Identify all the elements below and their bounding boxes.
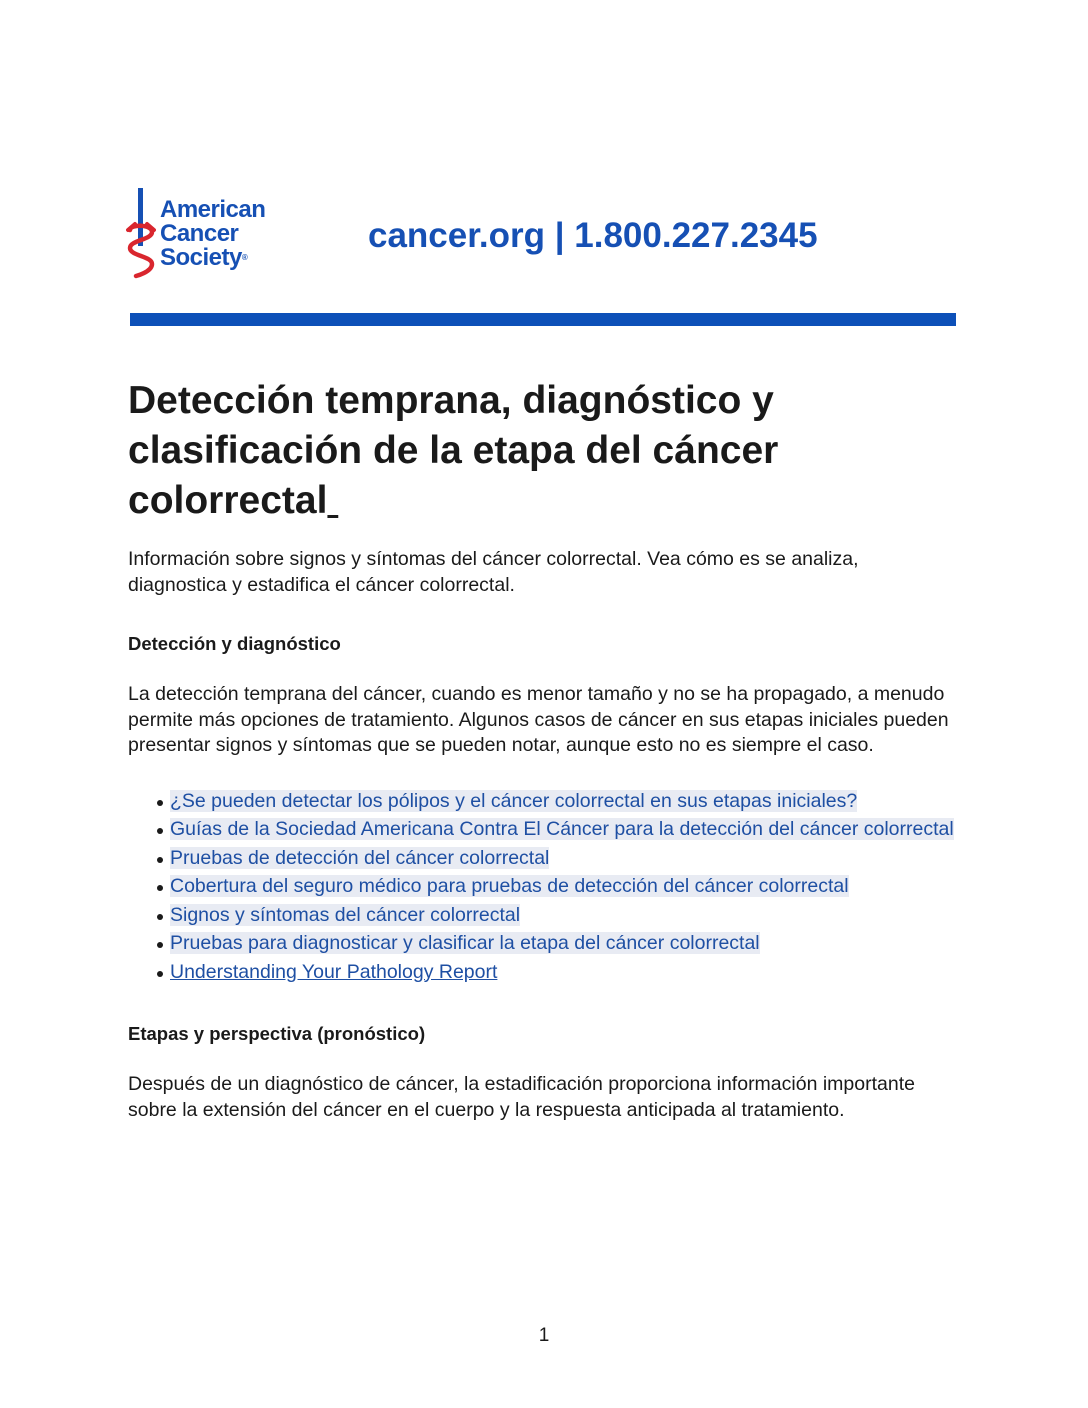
sword-caduceus-icon (126, 188, 156, 280)
header-divider (130, 313, 956, 326)
list-item (170, 958, 958, 987)
list-item (170, 901, 958, 930)
list-item (170, 929, 958, 958)
document-body (128, 376, 958, 1123)
list-item (170, 872, 958, 901)
page-title (128, 376, 958, 526)
american-cancer-society-logo[interactable] (126, 186, 296, 282)
link-signs-symptoms[interactable]: Signos y síntomas del cáncer colorrectal (170, 903, 521, 926)
registered-mark: ® (241, 253, 248, 262)
list-item (170, 787, 958, 816)
link-screening-tests[interactable]: Pruebas de detección del cáncer colorrectal (170, 846, 550, 869)
section-heading-stages: Etapas y perspectiva (pronóstico) (128, 1023, 426, 1044)
link-diagnosis-staging-tests[interactable]: Pruebas para diagnosticar y clasificar la etapa del cáncer colorrectal (170, 932, 760, 954)
logo-line-3 (160, 246, 265, 270)
page-header (126, 186, 956, 286)
link-acs-screening-guidelines[interactable]: Guías de la Sociedad Americana Contra El Cáncer para la detección del cáncer colorrectal (170, 818, 954, 840)
logo-line-2: Cancer (160, 220, 239, 247)
link-insurance-coverage[interactable]: Cobertura del seguro médico para pruebas de detección del cáncer colorrectal (170, 875, 849, 897)
page-number: 1 (538, 1325, 550, 1346)
logo-line-3-text: Society (160, 244, 242, 271)
contact-info[interactable]: cancer.org | 1.800.227.2345 (368, 216, 818, 255)
link-polyps-early-detection[interactable]: ¿Se pueden detectar los pólipos y el cáncer colorrectal en sus etapas iniciales? (170, 789, 858, 812)
intro-paragraph: Información sobre signos y síntomas del cáncer colorrectal. Vea cómo es se analiza, diagnostica y estadifica el cáncer colorrectal. (128, 548, 859, 596)
link-pathology-report[interactable]: Understanding Your Pathology Report (170, 960, 498, 983)
detection-paragraph: La detección temprana del cáncer, cuando es menor tamaño y no se ha propagado, a menudo permite más opciones de tratamiento. Algunos casos de cáncer en sus etapas iniciales pueden presentar signos y síntomas que se pueden notar, aunque esto no es siempre el caso. (128, 683, 949, 756)
list-item (170, 844, 958, 873)
page-title-text: Detección temprana, diagnóstico y clasificación de la etapa del cáncer colorrectal (128, 379, 779, 522)
title-underline-space (327, 479, 338, 522)
stages-paragraph: Después de un diagnóstico de cáncer, la estadificación proporciona información importante sobre la extensión del cáncer en el cuerpo y la respuesta anticipada al tratamiento. (128, 1073, 915, 1121)
logo-wordmark (160, 198, 265, 270)
section-heading-detection: Detección y diagnóstico (128, 633, 341, 654)
list-item (170, 815, 958, 844)
detection-links-list (128, 787, 958, 987)
logo-line-1: American (160, 196, 266, 223)
